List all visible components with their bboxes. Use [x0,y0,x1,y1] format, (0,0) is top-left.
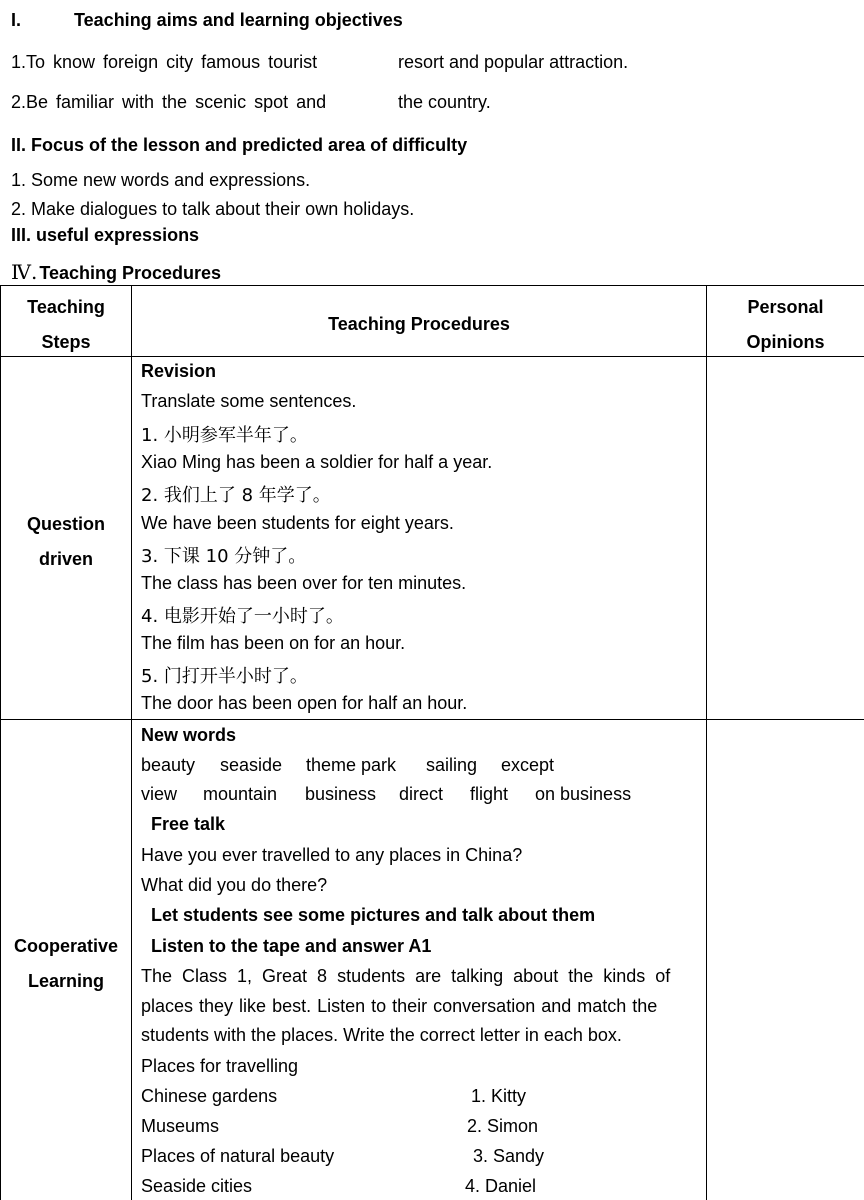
pictures-heading: Let students see some pictures and talk about them [151,905,596,925]
free-talk-question: What did you do there? [141,875,328,895]
section1-heading: Teaching aims and learning objectives [74,10,403,30]
section4-title: Teaching Procedures [39,263,222,283]
table-divider-1 [131,285,132,1200]
listen-heading: Listen to the tape and answer A1 [151,936,432,956]
revision-line: Translate some sentences. [141,391,357,411]
focus-item-2: 2. Make dialogues to talk about their own holidays. [11,199,415,219]
word: theme park [306,755,397,775]
word: except [501,755,555,775]
word: business [305,784,377,804]
objective-2-left: 2.Be familiar with the scenic spot and [11,92,327,112]
header-teaching-steps: Teaching Steps [27,297,105,352]
revision-line: 3. 下课 10 分钟了。 [141,546,307,567]
word: view [141,784,178,804]
match-student: 3. Sandy [473,1146,545,1166]
match-place: Seaside cities [141,1176,253,1196]
table-border-left [0,285,1,1200]
objective-1-right: resort and popular attraction. [398,52,629,72]
step-question-driven: Question driven [26,514,105,569]
listening-paragraph-line: places they like best. Listen to their conversation and match the [141,996,658,1016]
word: beauty [141,755,196,775]
section3-heading: III. useful expressions [11,225,200,245]
step-cooperative-learning: Cooperative Learning [13,936,119,991]
match-student: 4. Daniel [465,1176,537,1196]
match-student: 1. Kitty [471,1086,527,1106]
revision-line: 1. 小明参军半年了。 [141,425,308,446]
section4-heading [11,260,221,284]
objective-1-left: 1.To know foreign city famous tourist [11,52,318,72]
section1-numeral: I. [11,10,22,30]
revision-line: 4. 电影开始了一小时了。 [141,606,344,627]
revision-heading: Revision [141,361,217,381]
revision-line: The class has been over for ten minutes. [141,573,467,593]
section2-heading: II. Focus of the lesson and predicted area of difficulty [11,135,468,155]
word: on business [535,784,632,804]
word: seaside [220,755,283,775]
free-talk-heading: Free talk [151,814,226,834]
header-personal-opinions: Personal Opinions [746,297,825,352]
table-divider-2 [706,285,707,1200]
match-place: Chinese gardens [141,1086,278,1106]
new-words-heading: New words [141,725,237,745]
word: sailing [426,755,478,775]
match-place: Places of natural beauty [141,1146,335,1166]
objective-2-right: the country. [398,92,491,112]
revision-line: 2. 我们上了 8 年学了。 [141,485,331,506]
match-place: Museums [141,1116,220,1136]
word: flight [470,784,509,804]
revision-line: The film has been on for an hour. [141,633,406,653]
header-teaching-procedures: Teaching Procedures [328,314,510,334]
match-student: 2. Simon [467,1116,539,1136]
revision-line: Xiao Ming has been a soldier for half a year. [141,452,493,472]
revision-line: We have been students for eight years. [141,513,454,533]
word: direct [399,784,444,804]
listening-paragraph-line: students with the places. Write the correct letter in each box. [141,1025,622,1045]
revision-line: The door has been open for half an hour. [141,693,468,713]
listening-paragraph-line: The Class 1, Great 8 students are talking about the kinds of [141,966,671,986]
places-heading: Places for travelling [141,1056,299,1076]
table-border-row1 [0,719,864,720]
focus-item-1: 1. Some new words and expressions. [11,170,311,190]
word: mountain [203,784,278,804]
revision-line: 5. 门打开半小时了。 [141,666,308,687]
section4-numeral: Ⅳ. [11,260,38,284]
free-talk-question: Have you ever travelled to any places in China? [141,845,523,865]
table-border-top [0,285,864,286]
